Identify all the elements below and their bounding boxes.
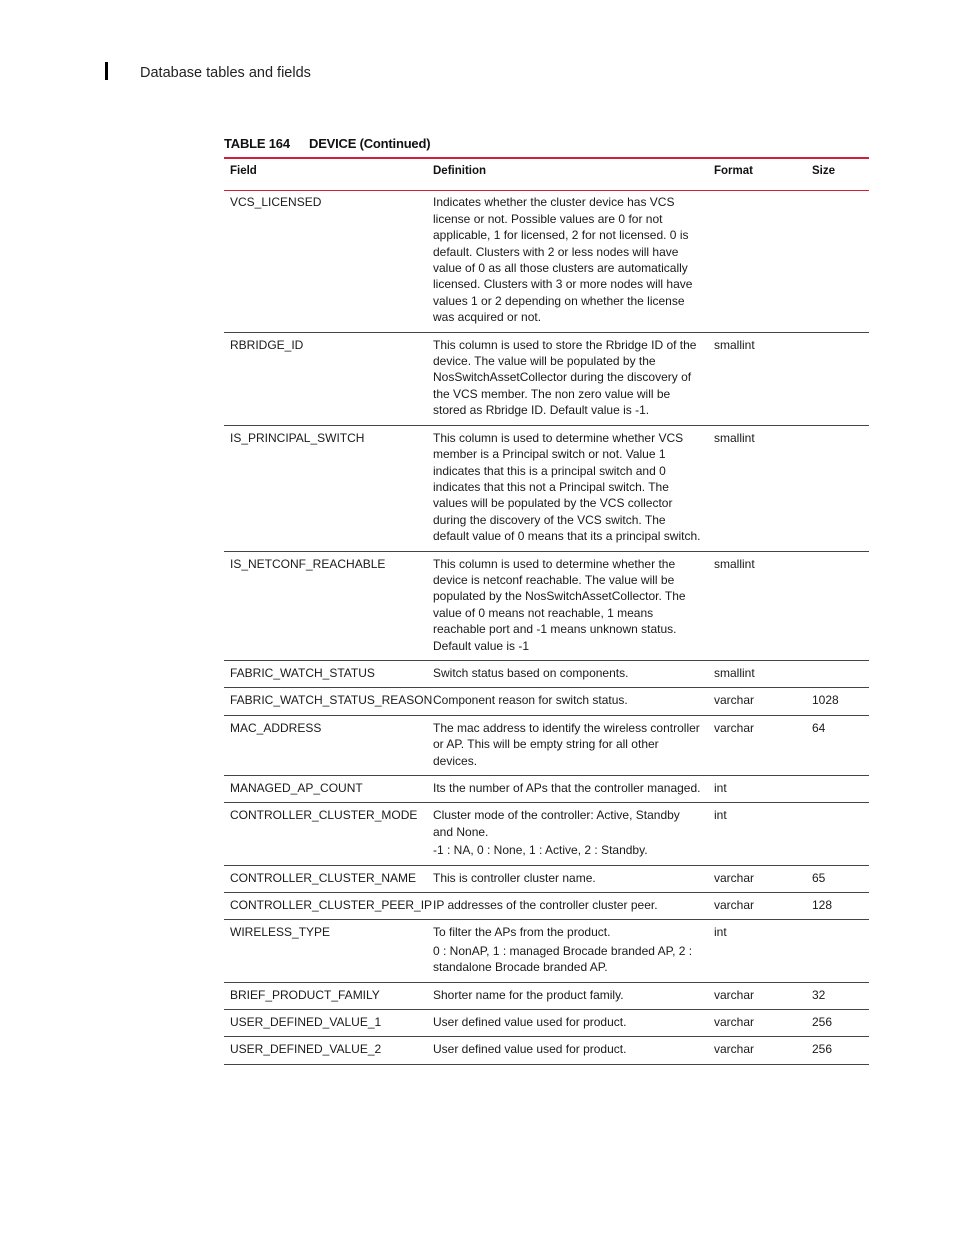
table-row: [224, 191, 869, 332]
cell-format: varchar: [714, 1015, 755, 1030]
definition-text: To filter the APs from the product.: [433, 925, 611, 940]
cell-field: USER_DEFINED_VALUE_2: [230, 1042, 382, 1057]
definition-text: Component reason for switch status.: [433, 693, 628, 708]
cell-format: varchar: [714, 693, 755, 708]
definition-text: User defined value used for product.: [433, 1042, 627, 1057]
cell-format: varchar: [714, 987, 755, 1002]
cell-format: smallint: [714, 430, 755, 445]
cell-field: USER_DEFINED_VALUE_1: [230, 1015, 382, 1030]
definition-text: This column is used to store the Rbridge ID of the device. The value will be populated by the NosSwitchAssetCollector during the discovery of the VCS member. The non zero value will be stored as Rbridge ID. Default value is -1.: [433, 337, 697, 418]
definition-text: Indicates whether the cluster device has VCS license or not. Possible values are 0 for not applicable, 1 for licensed, 2 for not licensed. 0 is default. Clusters with 2 or less nodes will have value of 0 as all those clusters are automatically licensed. Clusters with 3 or more nodes will have values 1 or 2 depending on whether the license was acquired or not.: [433, 195, 693, 325]
cell-field: VCS_LICENSED: [230, 195, 322, 210]
cell-field: MAC_ADDRESS: [230, 720, 322, 735]
cell-field: IS_PRINCIPAL_SWITCH: [230, 430, 365, 445]
table-row: [224, 803, 869, 865]
cell-definition: [427, 893, 708, 920]
table-row: [224, 715, 869, 775]
definition-extra-text: -1 : NA, 0 : None, 1 : Active, 2 : Standby.: [433, 843, 648, 858]
cell-size: [806, 191, 869, 332]
cell-format: varchar: [714, 870, 755, 885]
cell-size: 1028: [812, 693, 839, 708]
cell-size: 256: [812, 1042, 833, 1057]
cell-field: WIRELESS_TYPE: [230, 925, 331, 940]
table-header-row: [224, 158, 869, 191]
cell-size: [806, 425, 869, 551]
table-caption: [224, 136, 430, 151]
cell-size: 128: [812, 898, 833, 913]
cell-field: CONTROLLER_CLUSTER_NAME: [230, 870, 417, 885]
header-field: Field: [230, 165, 257, 177]
cell-format: int: [714, 781, 727, 795]
definition-text: This column is used to determine whether the device is netconf reachable. The value will be populated by the NosSwitchAssetCollector. The value of 0 means not reachable, 1 means reachable port and -1 means unknown status. Default value is -1: [433, 556, 686, 653]
header-format: Format: [714, 165, 753, 177]
header-definition: Definition: [433, 165, 487, 177]
device-fields-table: [224, 157, 869, 1065]
table-row: [224, 551, 869, 660]
cell-size: [806, 776, 869, 803]
cell-size: [806, 551, 869, 660]
cell-format: smallint: [714, 556, 755, 571]
definition-text: User defined value used for product.: [433, 1015, 627, 1030]
definition-text: IP addresses of the controller cluster peer.: [433, 898, 658, 913]
definition-extra-text: 0 : NonAP, 1 : managed Brocade branded AP, 2 : standalone Brocade branded AP.: [433, 943, 693, 975]
definition-text: This is controller cluster name.: [433, 870, 596, 885]
table-number: TABLE 164: [224, 136, 290, 151]
table-row: [224, 332, 869, 425]
definition-text: Shorter name for the product family.: [433, 987, 624, 1002]
cell-definition: [427, 1037, 708, 1064]
cell-definition: [427, 551, 708, 660]
cell-format: varchar: [714, 898, 755, 913]
definition-text: The mac address to identify the wireless controller or AP. This will be empty string for all other devices.: [433, 720, 700, 768]
table-row: [224, 1037, 869, 1064]
table-row: [224, 688, 869, 715]
table-row: [224, 1010, 869, 1037]
running-head: Database tables and fields: [140, 65, 311, 81]
cell-size: 64: [812, 720, 826, 735]
cell-field: RBRIDGE_ID: [230, 337, 304, 352]
cell-format: smallint: [714, 665, 755, 680]
cell-field: BRIEF_PRODUCT_FAMILY: [230, 987, 380, 1002]
cell-definition: [427, 920, 708, 982]
cell-definition: [427, 803, 708, 865]
cell-size: [806, 803, 869, 865]
cell-field: IS_NETCONF_REACHABLE: [230, 556, 386, 571]
cell-size: [806, 920, 869, 982]
definition-text: This column is used to determine whether VCS member is a Principal switch or not. Value 1 indicates that this is a principal switch and 0 indicates that this not a Principal switch. The values will be populated by the VCS collector during the discovery of the VCS switch. The default value of 0 means that its a principal switch.: [433, 430, 701, 544]
cell-definition: [427, 688, 708, 715]
cell-format: [708, 191, 806, 332]
cell-field: CONTROLLER_CLUSTER_MODE: [230, 808, 418, 823]
definition-text: Switch status based on components.: [433, 665, 629, 680]
cell-field: CONTROLLER_CLUSTER_PEER_IP: [230, 898, 433, 913]
chapter-marker-bar: [105, 62, 108, 80]
cell-definition: [427, 332, 708, 425]
table-row: [224, 920, 869, 982]
cell-definition: [427, 191, 708, 332]
cell-format: smallint: [714, 337, 755, 352]
cell-definition: [427, 660, 708, 687]
cell-format: int: [714, 925, 727, 940]
table-row: [224, 425, 869, 551]
table-row: [224, 865, 869, 892]
table-row: [224, 660, 869, 687]
cell-definition: [427, 425, 708, 551]
cell-definition: [427, 776, 708, 803]
cell-field: FABRIC_WATCH_STATUS: [230, 665, 375, 680]
cell-size: 65: [812, 870, 826, 885]
table-title: DEVICE (Continued): [309, 136, 431, 151]
cell-definition: [427, 1010, 708, 1037]
definition-text: Cluster mode of the controller: Active, Standby and None.: [433, 808, 680, 839]
header-size: Size: [812, 165, 836, 177]
cell-field: FABRIC_WATCH_STATUS_REASON: [230, 693, 433, 708]
cell-size: 256: [812, 1015, 833, 1030]
cell-definition: [427, 865, 708, 892]
cell-format: varchar: [714, 1042, 755, 1057]
cell-size: [806, 332, 869, 425]
definition-text: Its the number of APs that the controller managed.: [433, 781, 701, 795]
cell-size: 32: [812, 987, 826, 1002]
table-row: [224, 893, 869, 920]
cell-format: varchar: [714, 720, 755, 735]
cell-format: int: [714, 808, 727, 823]
cell-size: [806, 660, 869, 687]
table-row: [224, 776, 869, 803]
cell-definition: [427, 982, 708, 1009]
table-row: [224, 982, 869, 1009]
cell-field: MANAGED_AP_COUNT: [230, 781, 363, 795]
cell-definition: [427, 715, 708, 775]
